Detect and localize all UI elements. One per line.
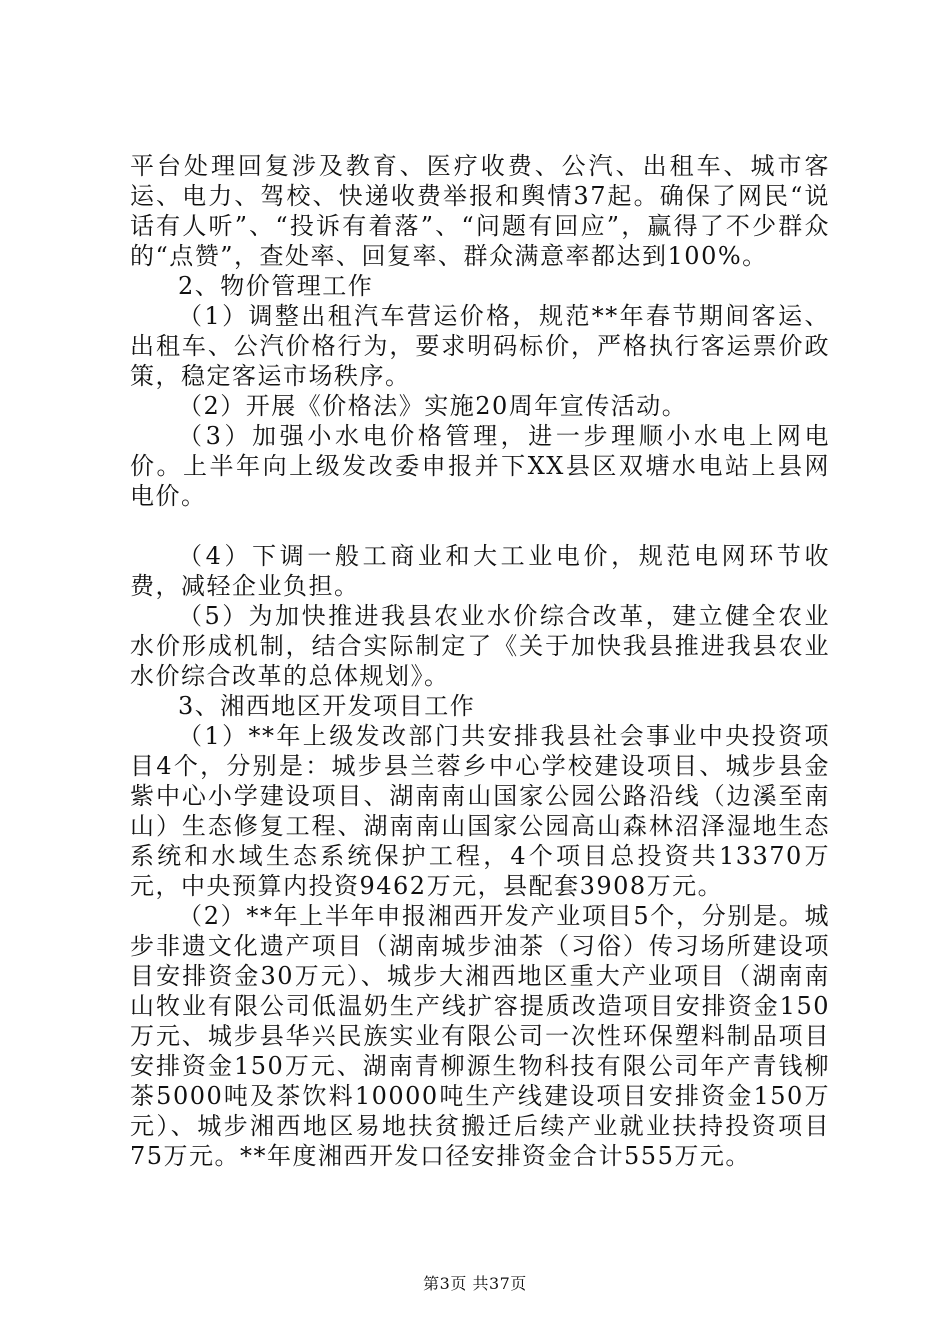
paragraph-industry-projects: （2）**年上半年申报湘西开发产业项目5个，分别是。城步非遗文化遗产项目（湖南城步油茶（习俗）传习场所建设项目安排资金30万元）、城步大湘西地区重大产业项目（湖南南山牧业有限公司低温奶生产线扩容提质改造项目安排资金150万元、城步县华兴民族实业有限公司一次性环保塑料制品项目安排资金150万元、湖南青柳源生物科技有限公司年产青钱柳茶5000吨及茶饮料10000吨生产线建设项目安排资金150万元）、城步湘西地区易地扶贫搬迁后续产业就业扶持投资项目75万元。**年度湘西开发口径安排资金合计555万元。 xyxy=(130,902,830,1170)
paragraph-central-investment: （1）**年上级发改部门共安排我县社会事业中央投资项目4个，分别是：城步县兰蓉乡中心学校建设项目、城步县金紫中心小学建设项目、湖南南山国家公园公路沿线（边溪至南山）生态修复工程、湖南南山国家公园高山森林沼泽湿地生态系统和水域生态系统保护工程，4个项目总投资共13370万元，中央预算内投资9462万元，县配套3908万元。 xyxy=(130,722,830,900)
paragraph-price-law: （2）开展《价格法》实施20周年宣传活动。 xyxy=(178,392,688,420)
paragraph-electricity-price: （4）下调一般工商业和大工业电价，规范电网环节收费，减轻企业负担。 xyxy=(130,542,830,600)
paragraph-taxi-price: （1）调整出租汽车营运价格，规范**年春节期间客运、出租车、公汽价格行为，要求明码标价，严格执行客运票价政策，稳定客运市场秩序。 xyxy=(130,302,830,390)
paragraph-water-price-reform: （5）为加快推进我县农业水价综合改革，建立健全农业水价形成机制，结合实际制定了《关于加快我县推进我县农业水价综合改革的总体规划》。 xyxy=(130,602,830,690)
section-heading-price-management: 2、物价管理工作 xyxy=(178,272,374,300)
paragraph-continuation: 平台处理回复涉及教育、医疗收费、公汽、出租车、城市客运、电力、驾校、快递收费举报和舆情37起。确保了网民“说话有人听”、“投诉有着落”、“问题有回应”，赢得了不少群众的“点赞”，查处率、回复率、群众满意率都达到100%。 xyxy=(130,152,830,270)
blank-line xyxy=(130,511,830,541)
document-body xyxy=(130,151,830,1171)
paragraph-hydropower-price: （3）加强小水电价格管理，进一步理顺小水电上网电价。上半年向上级发改委申报并下XX县区双塘水电站上县网电价。 xyxy=(130,422,830,510)
section-heading-xiangxi-development: 3、湘西地区开发项目工作 xyxy=(178,692,476,720)
page-footer: 第3页 共37页 xyxy=(423,1274,527,1293)
